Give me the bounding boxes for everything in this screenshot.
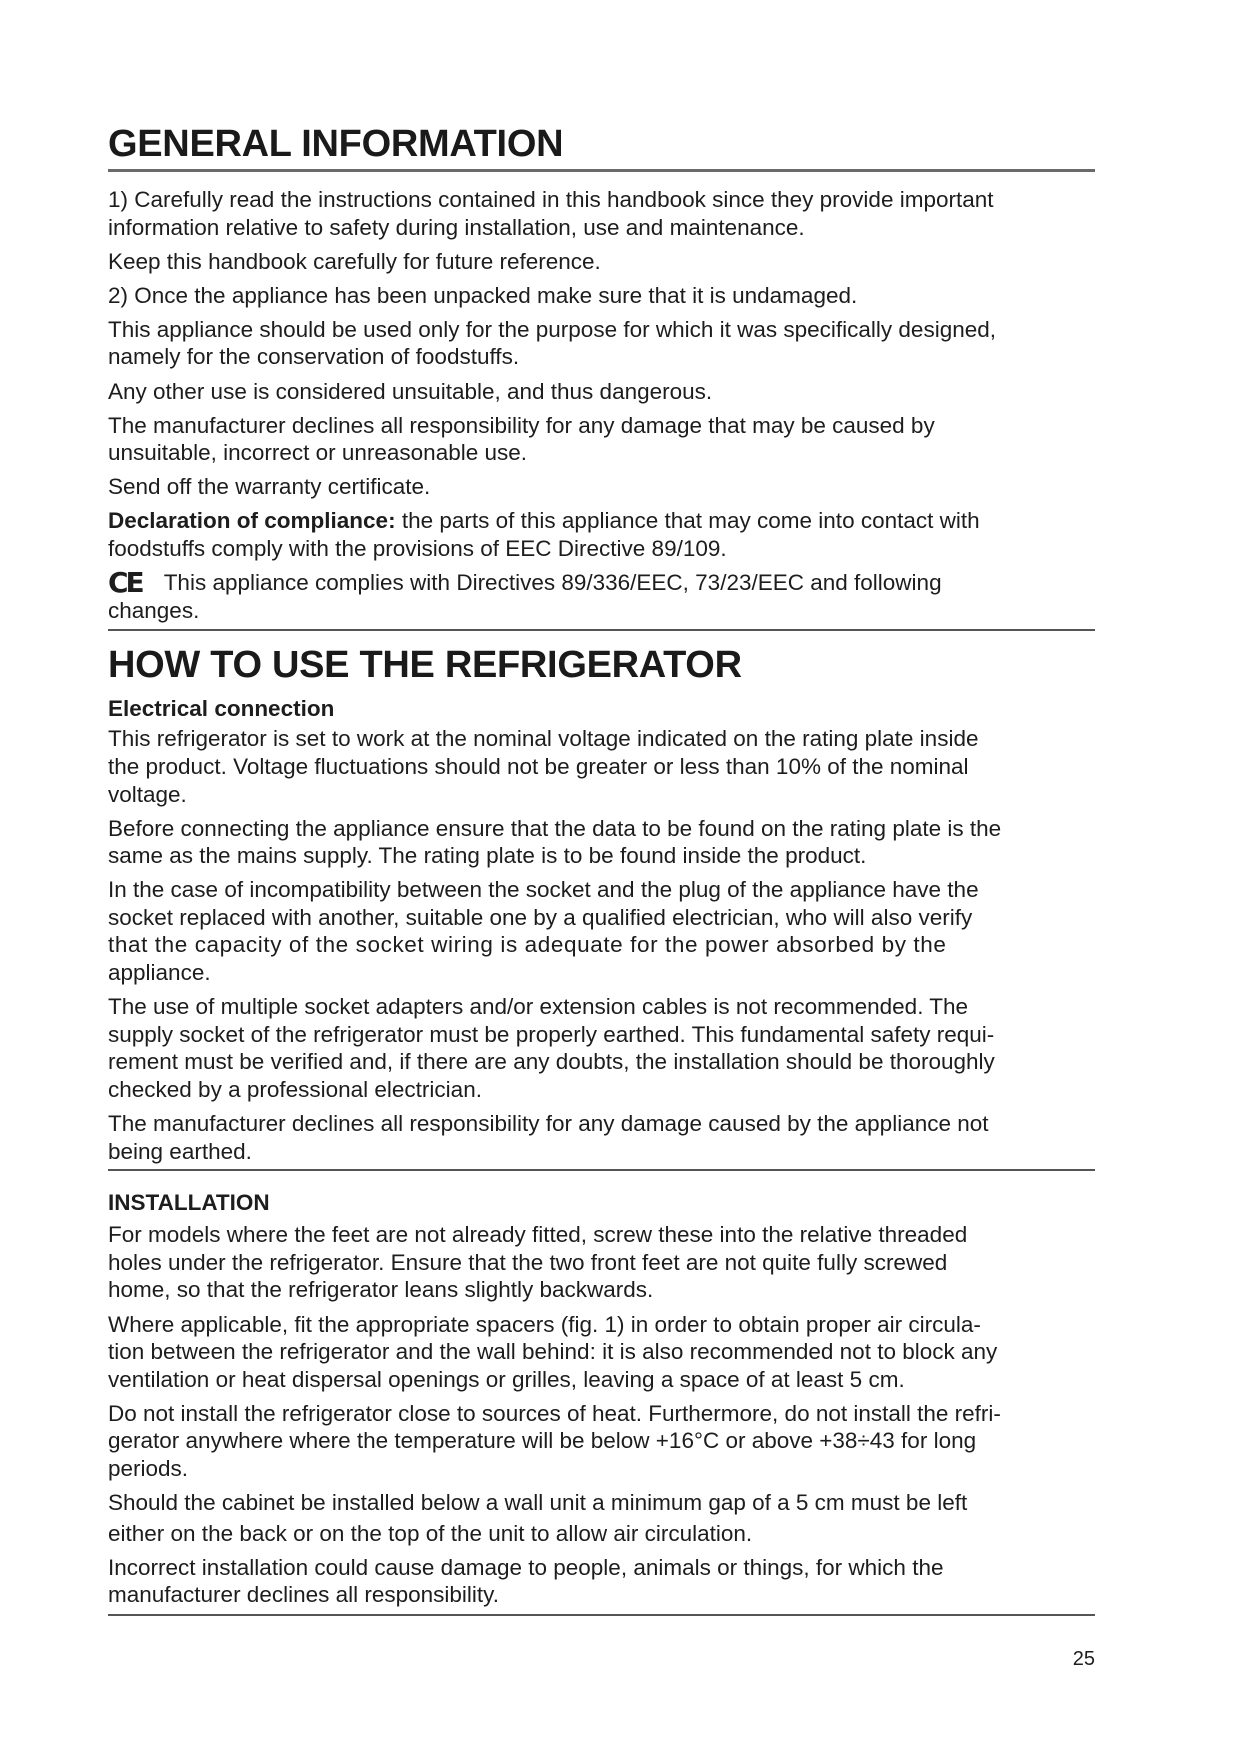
text-line: socket replaced with another, suitable one by a qualified electrician, who will also verify (108, 904, 973, 930)
text-line: ventilation or heat dispersal openings or grilles, leaving a space of at least 5 cm. (108, 1366, 905, 1392)
text-line: checked by a professional electrician. (108, 1076, 482, 1102)
text-line: Where applicable, fit the appropriate spacers (fig. 1) in order to obtain proper air circula- (108, 1311, 981, 1337)
text-line: Before connecting the appliance ensure that the data to be found on the rating plate is the (108, 815, 1002, 841)
text-line: information relative to safety during installation, use and maintenance. (108, 214, 805, 240)
text-line: the parts of this appliance that may come into contact with (395, 508, 980, 534)
divider (108, 1169, 1095, 1171)
text-line: that the capacity of the socket wiring is adequate for the power absorbed by the (108, 932, 947, 958)
paragraph (108, 378, 1095, 406)
text-line: The manufacturer declines all responsibility for any damage caused by the appliance not (108, 1111, 989, 1137)
paragraph (108, 1400, 1095, 1483)
text-line: appliance. (108, 960, 211, 986)
paragraph (108, 282, 1095, 310)
text-line: 1) Carefully read the instructions contained in this handbook since they provide important (108, 187, 994, 212)
text-line: holes under the refrigerator. Ensure that the two front feet are not quite fully screwed (108, 1249, 948, 1275)
text-line: periods. (108, 1455, 189, 1481)
text-line: The manufacturer declines all responsibility for any damage that may be caused by (108, 412, 935, 438)
paragraph (108, 316, 1095, 371)
paragraph (108, 876, 1095, 986)
paragraph (108, 725, 1095, 808)
text-line: This appliance complies with Directives 89/336/EEC, 73/23/EEC and following (163, 570, 942, 596)
divider (108, 169, 1095, 172)
text-line: In the case of incompatibility between the socket and the plug of the appliance have the (108, 877, 979, 903)
paragraph (108, 993, 1095, 1103)
text-line: voltage. (108, 781, 187, 807)
section-title-general-information: GENERAL INFORMATION (108, 123, 564, 165)
paragraph (108, 1489, 1095, 1547)
ce-paragraph (108, 566, 1095, 624)
paragraph (108, 186, 1095, 241)
subsection-title-installation: INSTALLATION (108, 1190, 270, 1216)
paragraph (108, 1554, 1095, 1609)
text-line: Send off the warranty certificate. (108, 474, 431, 500)
section-title-how-to-use: HOW TO USE THE REFRIGERATOR (108, 644, 742, 687)
text-line: 2) Once the appliance has been unpacked make sure that it is undamaged. (108, 282, 858, 308)
text-line: rement must be verified and, if there are any doubts, the installation should be thoroughly (108, 1049, 995, 1075)
paragraph (108, 248, 1095, 276)
text-line: Do not install the refrigerator close to sources of heat. Furthermore, do not install the refri- (108, 1400, 1001, 1426)
text-line: This refrigerator is set to work at the nominal voltage indicated on the rating plate inside (108, 726, 979, 752)
paragraph (108, 412, 1095, 467)
document-page (108, 122, 1095, 1616)
page-number: 25 (1072, 1648, 1095, 1670)
paragraph (108, 1110, 1095, 1165)
text-line: the product. Voltage fluctuations should not be greater or less than 10% of the nominal (108, 753, 969, 779)
subsection-title-electrical-connection: Electrical connection (108, 696, 335, 722)
paragraph (108, 473, 1095, 501)
text-line: Should the cabinet be installed below a wall unit a minimum gap of a 5 cm must be left (108, 1490, 968, 1516)
text-line: For models where the feet are not already fitted, screw these into the relative threaded (108, 1222, 968, 1248)
paragraph (108, 1221, 1095, 1304)
text-line: Keep this handbook carefully for future reference. (108, 248, 601, 274)
text-line: The use of multiple socket adapters and/or extension cables is not recommended. The (108, 994, 969, 1020)
text-line: manufacturer declines all responsibility. (108, 1582, 500, 1608)
text-line: Incorrect installation could cause damage to people, animals or things, for which the (108, 1554, 944, 1580)
declaration-label: Declaration of compliance: (108, 508, 396, 534)
text-line: being earthed. (108, 1138, 252, 1164)
paragraph (108, 1311, 1095, 1394)
text-line: home, so that the refrigerator leans slightly backwards. (108, 1277, 654, 1303)
paragraph (108, 815, 1095, 870)
text-line: namely for the conservation of foodstuffs. (108, 344, 520, 370)
text-line: tion between the refrigerator and the wall behind: it is also recommended not to block any (108, 1339, 998, 1365)
declaration-paragraph (108, 507, 1095, 562)
text-line: changes. (108, 597, 200, 623)
text-line: either on the back or on the top of the unit to allow air circulation. (108, 1520, 753, 1546)
text-line: supply socket of the refrigerator must be properly earthed. This fundamental safety requi- (108, 1021, 995, 1047)
text-line: gerator anywhere where the temperature will be below +16°C or above +38÷43 for long (108, 1428, 977, 1454)
text-line: foodstuffs comply with the provisions of EEC Directive 89/109. (108, 536, 727, 562)
ce-mark-icon: CE (108, 566, 142, 600)
text-line: Any other use is considered unsuitable, and thus dangerous. (108, 378, 713, 404)
divider (108, 1614, 1095, 1616)
text-line: unsuitable, incorrect or unreasonable use. (108, 440, 528, 466)
divider (108, 629, 1095, 631)
text-line: same as the mains supply. The rating plate is to be found inside the product. (108, 843, 867, 869)
text-line: This appliance should be used only for the purpose for which it was specifically designed, (108, 316, 997, 342)
